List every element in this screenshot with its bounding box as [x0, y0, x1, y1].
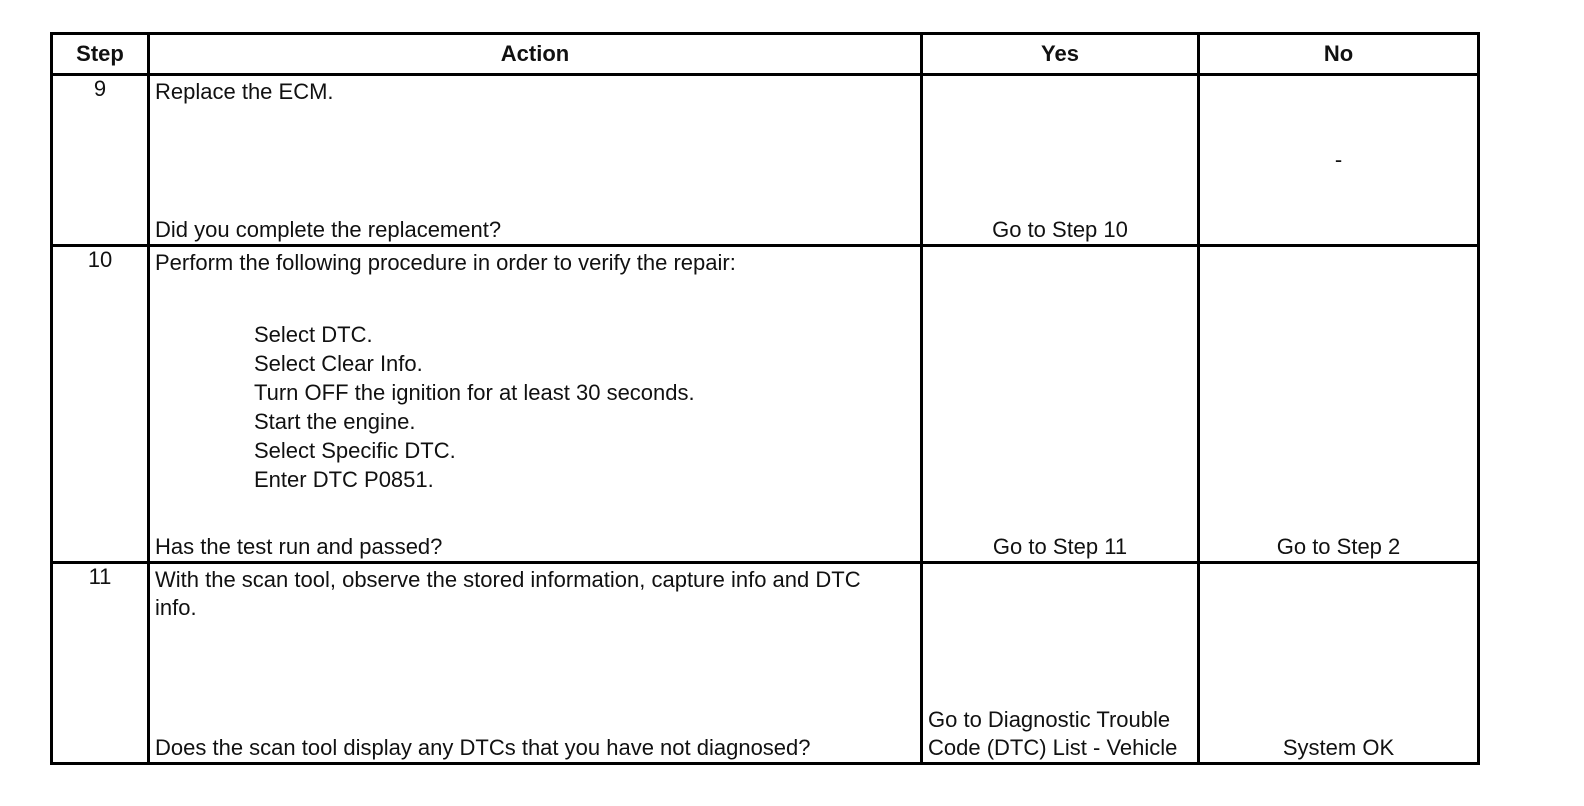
no-cell: [1199, 246, 1479, 563]
table-row: [52, 563, 1479, 764]
header-no: No: [1199, 34, 1479, 75]
table-row: [52, 246, 1479, 563]
step-number: 11: [52, 563, 149, 764]
header-action: Action: [149, 34, 922, 75]
step-number: 9: [52, 75, 149, 246]
header-yes: Yes: [922, 34, 1199, 75]
procedure-step: Select Clear Info.: [254, 351, 423, 376]
diagnostic-table: [50, 32, 1480, 765]
procedure-step: Enter DTC P0851.: [254, 467, 434, 492]
no-result: Go to Step 2: [1276, 534, 1401, 559]
action-question: Has the test run and passed?: [155, 534, 443, 559]
action-cell: [149, 246, 922, 563]
yes-result: Go to Step 11: [992, 534, 1128, 559]
action-intro: Perform the following procedure in order to verify the repair:: [155, 250, 736, 275]
header-step: Step: [52, 34, 149, 75]
procedure-step: Select Specific DTC.: [254, 438, 456, 463]
no-result: System OK: [1282, 735, 1395, 760]
table-row: [52, 75, 1479, 246]
action-cell: [149, 75, 922, 246]
yes-cell: [922, 246, 1199, 563]
header-row: [52, 34, 1479, 75]
yes-cell: [922, 563, 1199, 764]
action-intro: Replace the ECM.: [155, 79, 334, 104]
procedure-step: Select DTC.: [254, 322, 373, 347]
no-cell: [1199, 563, 1479, 764]
action-question: Did you complete the replacement?: [155, 217, 502, 242]
procedure-list: [254, 320, 695, 494]
procedure-step: Start the engine.: [254, 409, 416, 434]
step-number: 10: [52, 246, 149, 563]
no-cell: [1199, 75, 1479, 246]
action-question: Does the scan tool display any DTCs that you have not diagnosed?: [155, 735, 811, 760]
action-cell: [149, 563, 922, 764]
action-intro: With the scan tool, observe the stored information, capture info and DTC info.: [155, 567, 861, 620]
yes-cell: [922, 75, 1199, 246]
yes-result: Go to Step 10: [992, 217, 1128, 242]
no-result: -: [1334, 147, 1343, 172]
procedure-step: Turn OFF the ignition for at least 30 seconds.: [254, 380, 695, 405]
yes-result: Go to Diagnostic Trouble Code (DTC) List - Vehicle: [928, 707, 1178, 760]
